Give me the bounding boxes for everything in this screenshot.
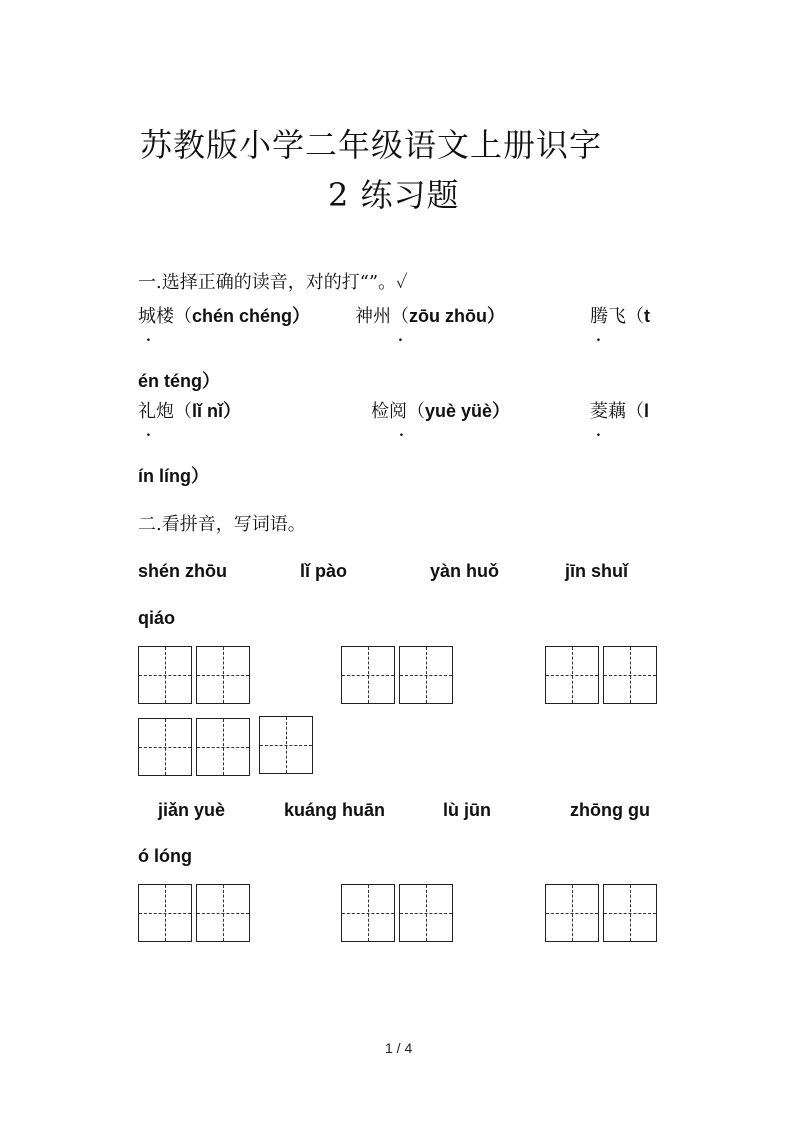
writing-grid[interactable] xyxy=(138,718,192,776)
writing-grid[interactable] xyxy=(603,884,657,942)
word-lipao-options: lǐ nǐ） xyxy=(192,401,241,421)
word-tengfei xyxy=(590,302,650,328)
pinyin-yanhuo: yàn huǒ xyxy=(430,561,500,581)
pinyin-qiao: qiáo xyxy=(138,608,176,628)
word-shenzhou-hanzi: 神州（ xyxy=(355,306,409,327)
pinyin-jianyue: jiǎn yuè xyxy=(158,800,226,820)
marker-dot: . xyxy=(398,329,403,345)
section2-heading: 二.看拼音，写词语。 xyxy=(138,514,306,535)
word-lipao-hanzi: 礼炮（ xyxy=(138,401,192,422)
word-jianyue-hanzi: 检阅（ xyxy=(371,401,425,422)
writing-grid[interactable] xyxy=(138,646,192,704)
page-number: 1 / 4 xyxy=(385,1040,413,1056)
word-tengfei-hanzi: 腾飞（ xyxy=(590,306,644,327)
pinyin-zhongguo: zhōng gu xyxy=(570,800,650,820)
marker-dot: . xyxy=(596,329,601,345)
pinyin-jinshui: jīn shuǐ xyxy=(565,561,628,581)
writing-grid[interactable] xyxy=(341,884,395,942)
word-shenzhou-options: zōu zhōu） xyxy=(409,306,505,326)
writing-grid[interactable] xyxy=(196,646,250,704)
writing-grid[interactable] xyxy=(399,646,453,704)
word-lingou-hanzi: 菱藕（ xyxy=(590,401,644,422)
writing-grid[interactable] xyxy=(259,716,313,774)
pinyin-lipao: lǐ pào xyxy=(300,561,348,581)
word-chenglou xyxy=(138,302,310,328)
writing-grid[interactable] xyxy=(399,884,453,942)
word-lingou-options: l xyxy=(644,401,650,421)
writing-grid[interactable] xyxy=(603,646,657,704)
marker-dot: . xyxy=(596,424,601,440)
writing-grid[interactable] xyxy=(196,718,250,776)
pinyin-olong: ó lóng xyxy=(138,846,192,866)
word-tengfei-options: t xyxy=(644,306,650,326)
pinyin-shenzhou: shén zhōu xyxy=(138,561,227,581)
word-chenglou-hanzi: 城楼（ xyxy=(138,306,192,327)
word-jianyue xyxy=(371,397,510,423)
writing-grid[interactable] xyxy=(196,884,250,942)
writing-grid[interactable] xyxy=(545,646,599,704)
word-lingou xyxy=(590,397,649,423)
word-lipao xyxy=(138,397,241,423)
section1-heading: 一.选择正确的读音，对的打“”。✓ xyxy=(138,272,408,293)
writing-grid[interactable] xyxy=(138,884,192,942)
title-line-2: 2 练习题 xyxy=(328,176,460,214)
word-jianyue-options: yuè yüè） xyxy=(425,401,511,421)
writing-grid[interactable] xyxy=(545,884,599,942)
word-chenglou-options: chén chéng） xyxy=(192,306,311,326)
writing-grid[interactable] xyxy=(341,646,395,704)
marker-dot: . xyxy=(146,424,151,440)
title-line-1: 苏教版小学二年级语文上册识字 xyxy=(140,126,603,164)
pinyin-kuanghuan: kuáng huān xyxy=(284,800,386,820)
word-shenzhou xyxy=(355,302,505,328)
marker-dot: . xyxy=(146,329,151,345)
marker-dot: . xyxy=(399,424,404,440)
word-tengfei-options-cont: én téng） xyxy=(138,371,221,391)
pinyin-lujun: lù jūn xyxy=(443,800,491,820)
word-lingou-options-cont: ín líng） xyxy=(138,466,209,486)
